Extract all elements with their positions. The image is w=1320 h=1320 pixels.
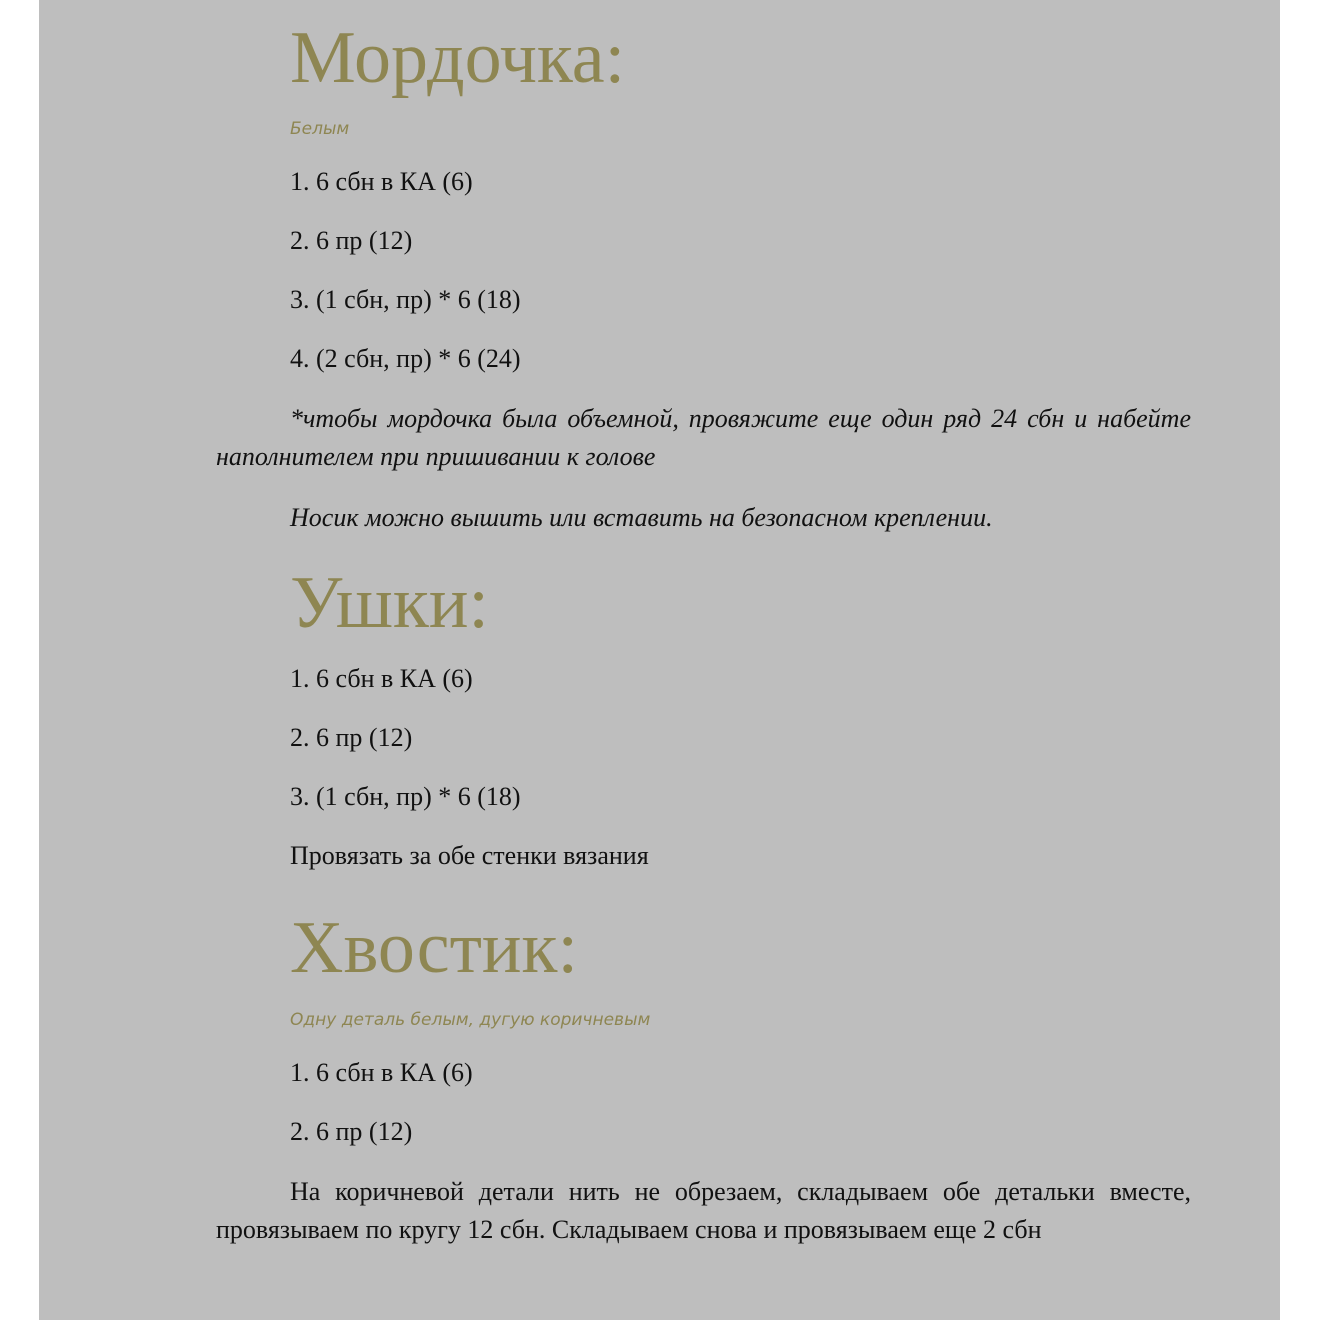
section-title-khvostik: Хвостик:	[290, 907, 579, 989]
instruction-row: 1. 6 сбн в КА (6)	[290, 664, 473, 693]
ears-note-paragraph: Провязать за обе стенки вязания	[290, 841, 649, 870]
instruction-row: 1. 6 сбн в КА (6)	[290, 167, 473, 196]
volume-tip-paragraph: *чтобы мордочка была объемной, провяжите еще один ряд 24 сбн и набейте наполнителем при пришивании к голове	[216, 404, 1191, 471]
section-note-khvostik: Одну деталь белым, дугую коричневым	[290, 1010, 651, 1030]
instruction-row: 2. 6 пр (12)	[290, 1117, 413, 1146]
instruction-row: 3. (1 сбн, пр) * 6 (18)	[290, 782, 521, 811]
section-title-mordochka: Мордочка:	[290, 17, 626, 99]
instruction-row: 4. (2 сбн, пр) * 6 (24)	[290, 344, 521, 373]
section-title-ushki: Ушки:	[290, 562, 489, 644]
section-note-mordochka: Белым	[290, 119, 350, 139]
instruction-row: 2. 6 пр (12)	[290, 723, 413, 752]
document-page	[39, 0, 1280, 1320]
instruction-row: 2. 6 пр (12)	[290, 226, 413, 255]
instruction-row: 1. 6 сбн в КА (6)	[290, 1058, 473, 1087]
nose-tip-paragraph: Носик можно вышить или вставить на безопасном креплении.	[290, 503, 993, 532]
instruction-row: 3. (1 сбн, пр) * 6 (18)	[290, 285, 521, 314]
tail-assembly-paragraph: На коричневой детали нить не обрезаем, складываем обе детальки вместе, провязываем по кругу 12 сбн. Складываем снова и провязываем еще 2 сбн	[216, 1177, 1191, 1244]
